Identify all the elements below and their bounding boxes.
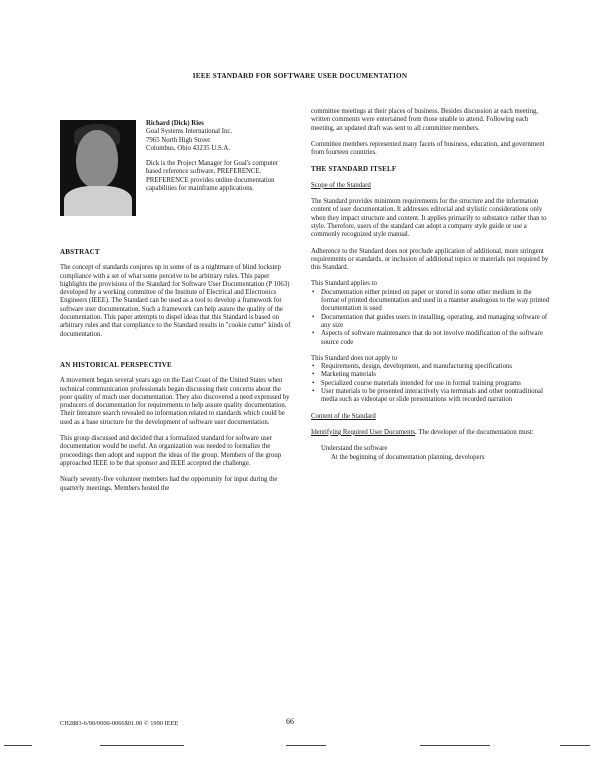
- list-item: • Documentation that guides users in installing, operating, and managing software of any size: [321, 314, 551, 331]
- list-item: • Requirements, design, development, and manufacturing specifications: [321, 363, 551, 371]
- history-paragraph-1: A movement began several years ago on the East Coast of the United States when technical communication professionals began discussing their concerns about the poor quality of much user documentation. They also discovered a need expressed by producers of documentation for requirements to help assure quality documentation. Their literature search revealed no information related to standards which could be used as a base structure for the development of software user documentation.: [60, 377, 290, 426]
- not-apply-list: [311, 363, 551, 404]
- history-paragraph-3: Nearly seventy-five volunteer members had the opportunity for input during the quarterly meetings. Members hosted the: [60, 476, 278, 492]
- photo-shirt: [64, 186, 132, 216]
- author-affiliation: Goal Systems International Inc.: [146, 128, 233, 136]
- right-column: [311, 108, 551, 462]
- scope-paragraph-1: The Standard provides minimum requirements for the structure and the information content of user documentation. It addresses editorial and stylistic considerations only when they impact structure and content. It applies primarily to substance rather than to style. Therefore, users of the standard can adopt a company style guide or use a commonly recognized style manual.: [311, 198, 547, 239]
- scope-paragraph-2: Adherence to the Standard does not preclude application of additional, more stringent requirements or standards, or inclusion of additional topics or materials not required by this Standard.: [311, 247, 549, 272]
- scope-heading: Scope of the Standard: [311, 181, 371, 189]
- author-name: Richard (Dick) Ries: [146, 120, 204, 127]
- history-continuation: committee meetings at their places of business. Besides discussion at each meeting, written comments were entertained from those unable to attend. Following each meeting, an updated draft was sent to all committee members.: [311, 108, 539, 132]
- content-heading: Content of the Standard: [311, 412, 376, 420]
- scan-artifact-line: [4, 745, 32, 746]
- standard-heading: THE STANDARD ITSELF: [311, 165, 397, 174]
- understand-item: Understand the software: [321, 445, 388, 453]
- author-info: [146, 120, 292, 248]
- applies-list: [311, 289, 551, 347]
- scan-artifact-line: [560, 745, 590, 746]
- list-item: • Specialized course materials intended for use in formal training programs: [321, 380, 551, 388]
- footer-code: CH2883-6/90/0000-0066$01.00 © 1990 IEEE: [60, 720, 179, 727]
- history-paragraph-2: This group discussed and decided that a formalized standard for software user documentation would be useful. An organization was needed to formalize the proceedings then adopt and support the ideas of the group. Members of the group approached IEEE to be that sponsor and IEEE accepted the challenge.: [60, 435, 282, 467]
- abstract-text: The concept of standards conjures up in some of us a nightmare of blind lockstep compliance with a set of what some perceive to be arbitrary rules. This paper highlights the provisions of the Standard for Software User Documentation (P 1063) developed by a working committee of the Institute of Electrical and Electronics Engineers (IEEE). The Standard can be used as a tool to develop a framework for software user documentation. Such a framework can help assure the quality of the documentation. This paper attempts to dispel ideas that this Standard is based on arbitrary rules and that compliance to the Standard results in "cookie cutter" kinds of documentation.: [60, 264, 291, 338]
- identifying-text: The developer of the documentation must:: [418, 428, 534, 436]
- not-apply-intro: This Standard does not apply to: [311, 354, 398, 362]
- committee-paragraph: Committee members represented many facets of business, education, and government from fourteen countries.: [311, 140, 545, 157]
- author-photo: [60, 120, 136, 216]
- history-heading: AN HISTORICAL PERSPECTIVE: [60, 360, 172, 369]
- list-item: • User materials to be presented interactively via terminals and other nontraditional media such as videotape or slide presentations with recorded narration: [321, 388, 551, 405]
- author-address-line-2: Columbus, Ohio 43235 U.S.A.: [146, 144, 231, 152]
- list-item: • Aspects of software maintenance that do not involve modification of the software source code: [321, 330, 551, 347]
- scan-artifact-line: [100, 745, 184, 746]
- left-column: [60, 120, 292, 501]
- scan-artifact-line: [420, 745, 490, 746]
- scan-artifact-line: [286, 745, 326, 746]
- identifying-label: Identifying Required User Documents: [311, 428, 416, 436]
- applies-intro: This Standard applies to: [311, 280, 377, 288]
- author-bio: Dick is the Project Manager for Goal's computer based reference software, PREFERENCE. PREFERENCE provides online documentation capabilities for mainframe applications.: [146, 160, 279, 193]
- abstract-heading: ABSTRACT: [60, 248, 100, 256]
- list-item: • Documentation either printed on paper or stored in some other medium in the format of printed documentation and used in a manner analogous to the way printed documentation is used: [321, 289, 551, 314]
- page-number: 66: [286, 717, 294, 726]
- author-block: [60, 120, 292, 248]
- beginning-text: At the beginning of documentation planning, developers: [331, 453, 485, 461]
- author-address-line-1: 7965 North High Street: [146, 136, 210, 144]
- page-title: IEEE STANDARD FOR SOFTWARE USER DOCUMENTATION: [192, 72, 408, 80]
- list-item: • Marketing materials: [321, 371, 551, 379]
- identifying-paragraph: Identifying Required User Documents. The developer of the documentation must:: [311, 428, 534, 436]
- photo-face: [76, 130, 118, 188]
